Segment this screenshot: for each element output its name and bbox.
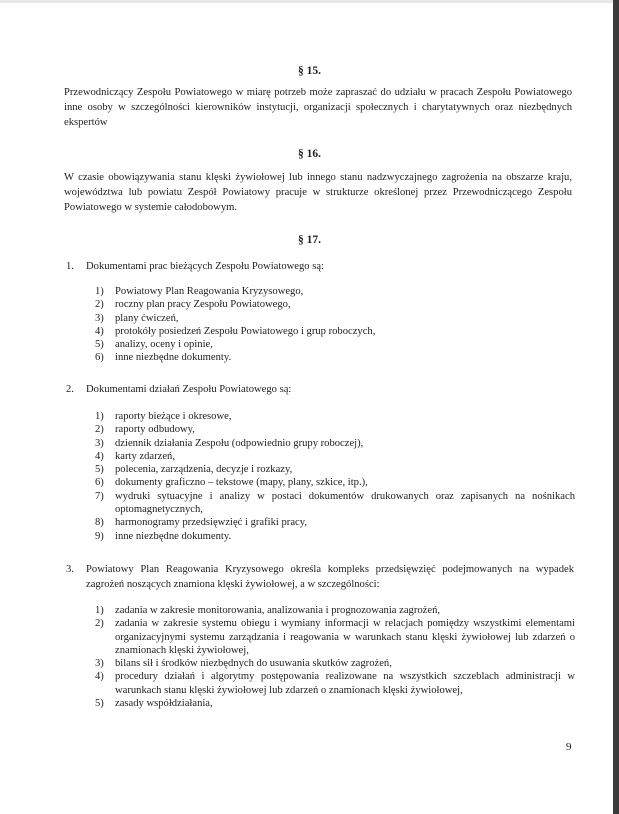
point-1-list <box>95 285 575 365</box>
list-item: 4) protokóły posiedzeń Zespołu Powiatowego i grup roboczych, <box>95 325 376 337</box>
section-17-heading: § 17. <box>298 234 321 246</box>
list-item: 3) dziennik działania Zespołu (odpowiednio grupy roboczej), <box>95 437 364 449</box>
list-item: 7) wydruki sytuacyjne i analizy w postaci dokumentów drukowanych oraz zapisanych na nośnikach optomagnetycznych, <box>95 490 575 516</box>
point-1-number: 1. <box>66 261 74 272</box>
list-item: 6) inne niezbędne dokumenty. <box>95 352 232 364</box>
list-item: 5) analizy, oceny i opinie, <box>95 339 213 351</box>
point-1-heading <box>66 259 574 274</box>
section-16-paragraph: W czasie obowiązywania stanu klęski żywiołowej lub innego stanu nadzwyczajnego zagrożenia na obszarze kraju, województwa lub powiatu Zespół Powiatowy pracuje w strukturze określonej przez Przewodniczącego Zespołu Powiatowego w systemie całodobowym. <box>64 172 572 214</box>
page-number: 9 <box>566 741 572 753</box>
point-3-number: 3. <box>66 564 74 575</box>
point-2-list <box>95 410 575 543</box>
list-item: 2) raporty odbudowy, <box>95 424 195 436</box>
section-15-heading: § 15. <box>298 65 321 77</box>
scan-edge-right <box>613 0 619 814</box>
list-item: 6) dokumenty graficzno – tekstowe (mapy, plany, szkice, itp.), <box>95 477 368 489</box>
list-item: 4) procedury działań i algorytmy postępowania realizowane na wszystkich szczeblach administracji w warunkach stanu klęski żywiołowej lub zdarzeń o znamionach klęski żywiołowej, <box>95 671 575 696</box>
list-item: 8) harmonogramy przedsięwzięć i grafiki pracy, <box>95 517 307 529</box>
list-item: 3) plany ćwiczeń, <box>95 312 179 324</box>
point-1-title: Dokumentami prac bieżących Zespołu Powiatowego są: <box>86 261 324 272</box>
point-2-number: 2. <box>66 384 74 395</box>
point-3-title: Powiatowy Plan Reagowania Kryzysowego określa kompleks przedsięwzięć podejmowanych na wypadek zagrożeń noszących znamiona klęski żywiołowej, a w szczególności: <box>86 564 574 590</box>
list-item: 9) inne niezbędne dokumenty. <box>95 530 232 542</box>
list-item: 1) Powiatowy Plan Reagowania Kryzysowego, <box>95 286 304 297</box>
section-16-heading: § 16. <box>298 148 321 160</box>
point-3-heading <box>66 562 574 592</box>
scan-edge-top <box>0 0 613 3</box>
section-15-paragraph: Przewodniczący Zespołu Powiatowego w miarę potrzeb może zapraszać do udziału w pracach Zespołu Powiatowego inne osoby w szczególności kierowników instytucji, organizacji społecznych i charytatywnych oraz niezbędnych ekspertów <box>64 87 572 129</box>
list-item: 3) bilans sił i środków niezbędnych do usuwania skutków zagrożeń, <box>95 658 392 670</box>
point-2-heading <box>66 382 574 397</box>
list-item: 2) roczny plan pracy Zespołu Powiatowego, <box>95 299 291 311</box>
list-item: 4) karty zdarzeń, <box>95 450 175 462</box>
list-item: 1) raporty bieżące i okresowe, <box>95 411 232 422</box>
point-3-list <box>95 604 575 710</box>
list-item: 5) polecenia, zarządzenia, decyzje i rozkazy, <box>95 464 293 476</box>
list-item: 5) zasady współdziałania, <box>95 698 213 710</box>
list-item: 1) zadania w zakresie monitorowania, analizowania i prognozowania zagrożeń, <box>95 605 441 616</box>
list-item: 2) zadania w zakresie systemu obiegu i wymiany informacji w relacjach pomiędzy wszystkimi elementami organizacyjnymi systemu zarządzania i reagowania w warunkach stanu klęski żywiołowej lub zdarzeń o znamionach klęski żywiołowej, <box>95 618 575 656</box>
point-2-title: Dokumentami działań Zespołu Powiatowego są: <box>86 384 292 395</box>
